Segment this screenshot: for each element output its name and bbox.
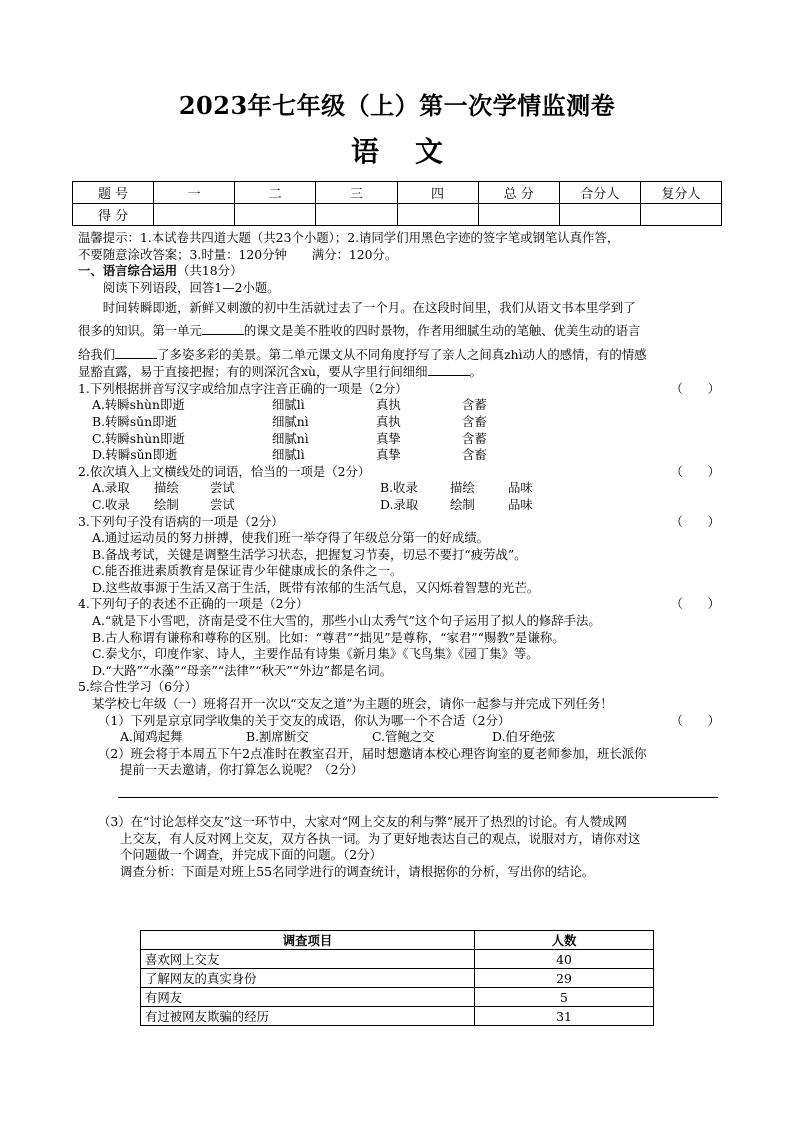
option-row[interactable]: B.古人称谓有谦称和尊称的区别。比如：“尊君”“拙见”是尊称，“家君”“赐教”是谦称。 bbox=[92, 629, 565, 645]
survey-header: 人数 bbox=[475, 931, 654, 950]
q5-sub2: 提前一天去邀请，你打算怎么说呢？（2分） bbox=[120, 762, 364, 778]
option-row[interactable]: D.这些故事源于生活又高于生活，既带有浓郁的生活气息，又闪烁着智慧的光芒。 bbox=[92, 579, 540, 595]
table-row bbox=[141, 1007, 654, 1026]
survey-header: 调查项目 bbox=[141, 931, 475, 950]
survey-header-row bbox=[141, 931, 654, 950]
q5-sub2: （2）班会将于本周五下午2点准时在教室召开，届时想邀请本校心理咨询室的夏老师参加，班长派你 bbox=[98, 745, 647, 761]
question-4: 4.下列句子的表述不正确的一项是（2分） （ ） bbox=[78, 596, 720, 612]
option-item[interactable]: B.割席断交 bbox=[246, 729, 309, 745]
question-3: 3.下列句子没有语病的一项是（2分） （ ） bbox=[78, 513, 720, 529]
option-row[interactable]: B.备战考试，关键是调整生活学习状态，把握复习节奏，切忌不要打“疲劳战”。 bbox=[92, 546, 527, 562]
q5-intro: 某学校七年级（一）班将召开一次以“交友之道”为主题的班会，请你一起参与并完成下列任务！ bbox=[92, 696, 613, 712]
fill-blank[interactable] bbox=[202, 322, 244, 335]
score-input-cell[interactable] bbox=[154, 204, 235, 226]
table-row bbox=[141, 988, 654, 1007]
option-row[interactable]: B.转瞬sǔn即逝 细腻nì 真执 含畜 bbox=[92, 413, 487, 429]
section-heading: 一、语言综合运用（共18分） bbox=[78, 263, 243, 279]
answer-paren[interactable]: （ ） bbox=[670, 513, 720, 529]
option-row[interactable]: A.录取 描绘 尝试 B.收录 描绘 品味 bbox=[92, 480, 533, 496]
score-input-cell[interactable] bbox=[397, 204, 478, 226]
answer-line[interactable] bbox=[118, 797, 718, 798]
option-row[interactable]: C.转瞬shùn即逝 细腻nì 真挚 含蓄 bbox=[92, 430, 487, 446]
score-cell: 二 bbox=[235, 182, 316, 204]
score-cell: 复分人 bbox=[640, 182, 721, 204]
option-row[interactable]: D.转瞬sǔn即逝 细腻lì 真挚 含畜 bbox=[92, 447, 487, 463]
option-item[interactable]: C.管鲍之交 bbox=[372, 729, 435, 745]
q1-options bbox=[78, 397, 720, 463]
passage-line: 显豁直露，易于直接把握；有的则深沉含xù，要从字里行间细细 。 bbox=[78, 364, 482, 380]
question-5: 5.综合性学习（6分） bbox=[78, 679, 197, 695]
notice-line: 不要随意涂改答案；3.时量：120分钟 满分：120分。 bbox=[78, 246, 398, 262]
score-input-cell[interactable] bbox=[559, 204, 640, 226]
survey-item: 有网友 bbox=[141, 988, 475, 1007]
passage-line: 时间转瞬即逝，新鲜又刺激的初中生活就过去了一个月。在这段时间里，我们从语文书本里学到了 bbox=[102, 300, 636, 316]
option-row[interactable]: C.能否推进素质教育是保证青少年健康成长的条件之一。 bbox=[92, 563, 403, 579]
fill-blank[interactable] bbox=[428, 363, 470, 376]
survey-item: 了解网友的真实身份 bbox=[141, 969, 475, 988]
score-input-cell[interactable] bbox=[478, 204, 559, 226]
option-row[interactable]: C.泰戈尔，印度作家、诗人，主要作品有诗集《新月集》《飞鸟集》《园丁集》等。 bbox=[92, 646, 539, 662]
score-cell: 一 bbox=[154, 182, 235, 204]
q5-sub1: （1）下列是京京同学收集的关于交友的成语，你认为哪一个不合适（2分） （ ） bbox=[98, 712, 720, 728]
question-1: 1.下列根据拼音写汉字或给加点字注音正确的一项是（2分） （ ） bbox=[78, 380, 720, 396]
score-input-cell[interactable] bbox=[316, 204, 397, 226]
survey-item: 有过被网友欺骗的经历 bbox=[141, 1007, 475, 1026]
option-row[interactable]: A.“就是下小雪吧，济南是受不住大雪的，那些小山太秀气”这个句子运用了拟人的修辞手法。 bbox=[92, 613, 601, 629]
survey-count: 40 bbox=[475, 950, 654, 969]
exam-title: 2023年七年级（上）第一次学情监测卷 bbox=[178, 91, 616, 120]
survey-item: 喜欢网上交友 bbox=[141, 950, 475, 969]
score-table-header-row bbox=[73, 182, 722, 204]
option-row[interactable]: D.“大路”“水藻”“母亲”“法律”“秋天”“外边”都是名词。 bbox=[92, 662, 393, 678]
q5-sub3: （3）在“讨论怎样交友”这一环节中，大家对“网上交友的利与弊”展开了热烈的讨论。有人赞成网 上交友，有人反对网上交友，双方各执一词。为了更好地表达自己的观点，说服对方，请你对这 个问题做一个调查，并完成下面的问题。（2分） 调查分析：下面是对班上55名同学进行的调查统计，请根据你的分析，写出你的结论。 bbox=[98, 814, 641, 879]
score-input-cell[interactable] bbox=[235, 204, 316, 226]
question-2: 2.依次填入上文横线处的词语，恰当的一项是（2分） （ ） bbox=[78, 463, 720, 479]
q2-options bbox=[78, 480, 720, 513]
score-cell: 合分人 bbox=[559, 182, 640, 204]
answer-paren[interactable]: （ ） bbox=[670, 596, 720, 612]
exam-content bbox=[78, 230, 720, 880]
q3-options bbox=[78, 530, 720, 596]
score-cell: 四 bbox=[397, 182, 478, 204]
section-intro: 阅读下列语段，回答1—2小题。 bbox=[102, 279, 280, 295]
survey-count: 5 bbox=[475, 988, 654, 1007]
score-input-cell[interactable] bbox=[640, 204, 721, 226]
subject-title: 语文 bbox=[350, 135, 479, 168]
option-item[interactable]: D.伯牙绝弦 bbox=[492, 729, 555, 745]
option-row[interactable]: C.收录 绘制 尝试 D.录取 绘制 品味 bbox=[92, 496, 533, 512]
score-cell: 总 分 bbox=[478, 182, 559, 204]
score-cell: 题 号 bbox=[73, 182, 154, 204]
passage-line: 很多的知识。第一单元 的课文是美不胜收的四时景物，作者用细腻生动的笔触、优美生动的语言 bbox=[78, 322, 641, 338]
survey-count: 31 bbox=[475, 1007, 654, 1026]
option-item[interactable]: A.闻鸡起舞 bbox=[120, 729, 183, 745]
table-row bbox=[141, 969, 654, 988]
score-label-cell: 得 分 bbox=[73, 204, 154, 226]
survey-table bbox=[140, 930, 654, 1026]
notice-line: 温馨提示：1.本试卷共四道大题（共23个小题）；2.请同学们用黑色字迹的签字笔或钢笔认真作答， bbox=[78, 230, 620, 245]
passage-line: 给我们 了多姿多彩的美景。第二单元课文从不同角度抒写了亲人之间真zhì动人的感情，有的情感 bbox=[78, 346, 647, 362]
q5-sub1-options bbox=[78, 729, 720, 746]
fill-blank[interactable] bbox=[115, 346, 157, 359]
score-cell: 三 bbox=[316, 182, 397, 204]
q4-options bbox=[78, 613, 720, 679]
score-table-score-row bbox=[73, 204, 722, 226]
option-row[interactable]: A.转瞬shùn即逝 细腻lì 真执 含蓄 bbox=[92, 397, 487, 413]
score-table bbox=[72, 181, 722, 226]
option-row[interactable]: A.通过运动员的努力拼搏，使我们班一举夺得了年级总分第一的好成绩。 bbox=[92, 530, 489, 546]
answer-paren[interactable]: （ ） bbox=[670, 712, 720, 728]
table-row bbox=[141, 950, 654, 969]
answer-paren[interactable]: （ ） bbox=[670, 380, 720, 396]
survey-count: 29 bbox=[475, 969, 654, 988]
answer-paren[interactable]: （ ） bbox=[670, 463, 720, 479]
